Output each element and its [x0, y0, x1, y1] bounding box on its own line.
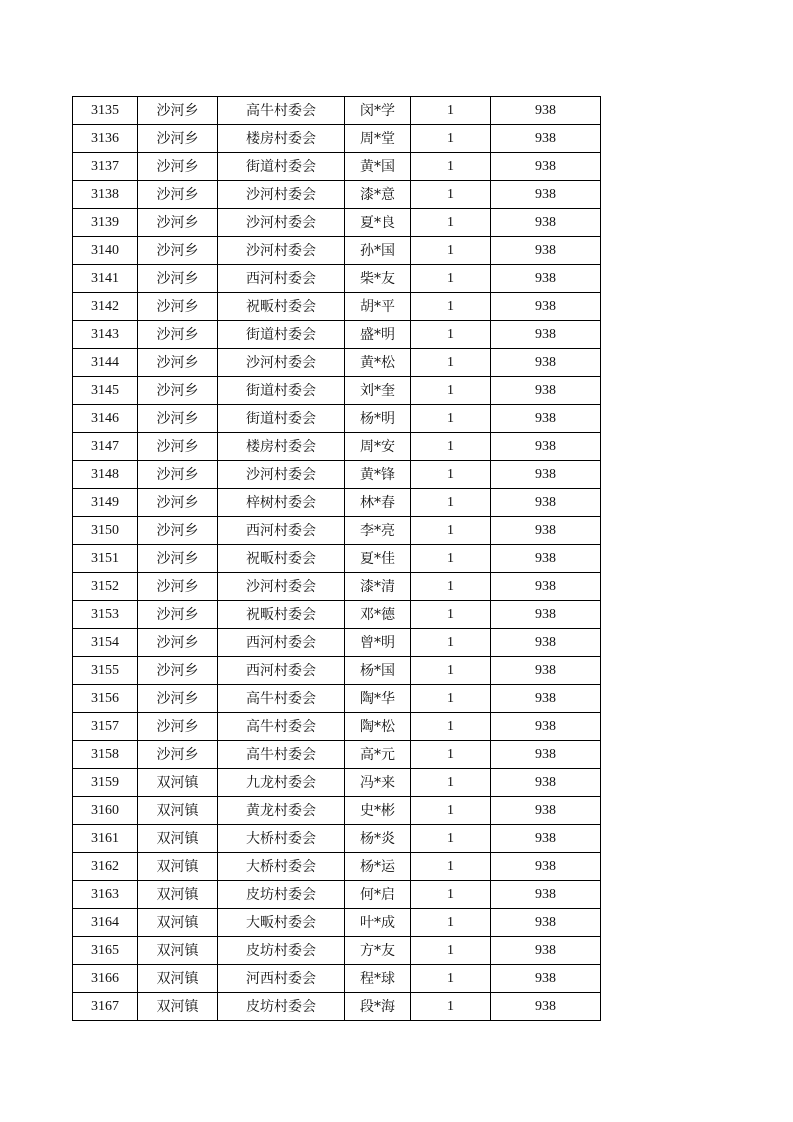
village-committee-cell: 街道村委会 — [218, 153, 345, 181]
count-cell: 1 — [411, 825, 491, 853]
row-number-cell: 3135 — [73, 97, 138, 125]
row-number-cell: 3158 — [73, 741, 138, 769]
row-number-cell: 3165 — [73, 937, 138, 965]
count-cell: 1 — [411, 97, 491, 125]
row-number-cell: 3151 — [73, 545, 138, 573]
name-cell: 方*友 — [345, 937, 411, 965]
count-cell: 1 — [411, 405, 491, 433]
row-number-cell: 3149 — [73, 489, 138, 517]
amount-cell: 938 — [491, 517, 601, 545]
name-cell: 冯*来 — [345, 769, 411, 797]
table-row — [73, 769, 601, 797]
amount-cell: 938 — [491, 993, 601, 1021]
row-number-cell: 3138 — [73, 181, 138, 209]
count-cell: 1 — [411, 545, 491, 573]
village-committee-cell: 沙河村委会 — [218, 237, 345, 265]
table-row — [73, 181, 601, 209]
village-committee-cell: 河西村委会 — [218, 965, 345, 993]
village-committee-cell: 沙河村委会 — [218, 349, 345, 377]
name-cell: 杨*炎 — [345, 825, 411, 853]
table-row — [73, 993, 601, 1021]
amount-cell: 938 — [491, 545, 601, 573]
name-cell: 黄*松 — [345, 349, 411, 377]
village-committee-cell: 大桥村委会 — [218, 853, 345, 881]
village-committee-cell: 九龙村委会 — [218, 769, 345, 797]
village-committee-cell: 大畈村委会 — [218, 909, 345, 937]
township-cell: 沙河乡 — [138, 685, 218, 713]
table-row — [73, 125, 601, 153]
name-cell: 邓*德 — [345, 601, 411, 629]
table-row — [73, 97, 601, 125]
row-number-cell: 3143 — [73, 321, 138, 349]
count-cell: 1 — [411, 433, 491, 461]
township-cell: 沙河乡 — [138, 517, 218, 545]
table-row — [73, 321, 601, 349]
village-committee-cell: 街道村委会 — [218, 405, 345, 433]
amount-cell: 938 — [491, 909, 601, 937]
table-row — [73, 797, 601, 825]
table-row — [73, 937, 601, 965]
name-cell: 漆*意 — [345, 181, 411, 209]
village-committee-cell: 街道村委会 — [218, 321, 345, 349]
table-row — [73, 853, 601, 881]
name-cell: 高*元 — [345, 741, 411, 769]
amount-cell: 938 — [491, 125, 601, 153]
township-cell: 沙河乡 — [138, 713, 218, 741]
table-row — [73, 657, 601, 685]
township-cell: 双河镇 — [138, 853, 218, 881]
village-committee-cell: 西河村委会 — [218, 265, 345, 293]
count-cell: 1 — [411, 769, 491, 797]
table-row — [73, 237, 601, 265]
table-row — [73, 349, 601, 377]
name-cell: 刘*奎 — [345, 377, 411, 405]
records-table — [72, 96, 601, 1021]
table-row — [73, 517, 601, 545]
township-cell: 双河镇 — [138, 797, 218, 825]
count-cell: 1 — [411, 797, 491, 825]
township-cell: 沙河乡 — [138, 433, 218, 461]
records-table-body — [73, 97, 601, 1021]
name-cell: 何*启 — [345, 881, 411, 909]
table-row — [73, 825, 601, 853]
amount-cell: 938 — [491, 377, 601, 405]
name-cell: 夏*佳 — [345, 545, 411, 573]
count-cell: 1 — [411, 349, 491, 377]
township-cell: 沙河乡 — [138, 741, 218, 769]
village-committee-cell: 沙河村委会 — [218, 461, 345, 489]
township-cell: 沙河乡 — [138, 349, 218, 377]
count-cell: 1 — [411, 153, 491, 181]
amount-cell: 938 — [491, 181, 601, 209]
name-cell: 黄*国 — [345, 153, 411, 181]
table-row — [73, 433, 601, 461]
row-number-cell: 3161 — [73, 825, 138, 853]
amount-cell: 938 — [491, 853, 601, 881]
name-cell: 杨*运 — [345, 853, 411, 881]
count-cell: 1 — [411, 237, 491, 265]
count-cell: 1 — [411, 517, 491, 545]
count-cell: 1 — [411, 377, 491, 405]
row-number-cell: 3150 — [73, 517, 138, 545]
count-cell: 1 — [411, 601, 491, 629]
name-cell: 杨*明 — [345, 405, 411, 433]
amount-cell: 938 — [491, 97, 601, 125]
village-committee-cell: 高牛村委会 — [218, 741, 345, 769]
row-number-cell: 3164 — [73, 909, 138, 937]
village-committee-cell: 高牛村委会 — [218, 713, 345, 741]
row-number-cell: 3147 — [73, 433, 138, 461]
township-cell: 沙河乡 — [138, 601, 218, 629]
table-row — [73, 601, 601, 629]
count-cell: 1 — [411, 881, 491, 909]
village-committee-cell: 高牛村委会 — [218, 685, 345, 713]
amount-cell: 938 — [491, 573, 601, 601]
row-number-cell: 3148 — [73, 461, 138, 489]
township-cell: 沙河乡 — [138, 181, 218, 209]
table-row — [73, 685, 601, 713]
name-cell: 史*彬 — [345, 797, 411, 825]
table-row — [73, 489, 601, 517]
township-cell: 双河镇 — [138, 965, 218, 993]
village-committee-cell: 祝畈村委会 — [218, 601, 345, 629]
amount-cell: 938 — [491, 825, 601, 853]
township-cell: 双河镇 — [138, 993, 218, 1021]
village-committee-cell: 街道村委会 — [218, 377, 345, 405]
village-committee-cell: 楼房村委会 — [218, 125, 345, 153]
table-row — [73, 209, 601, 237]
name-cell: 陶*松 — [345, 713, 411, 741]
table-row — [73, 377, 601, 405]
amount-cell: 938 — [491, 657, 601, 685]
township-cell: 沙河乡 — [138, 209, 218, 237]
village-committee-cell: 大桥村委会 — [218, 825, 345, 853]
amount-cell: 938 — [491, 965, 601, 993]
name-cell: 夏*良 — [345, 209, 411, 237]
count-cell: 1 — [411, 965, 491, 993]
count-cell: 1 — [411, 489, 491, 517]
row-number-cell: 3157 — [73, 713, 138, 741]
row-number-cell: 3162 — [73, 853, 138, 881]
amount-cell: 938 — [491, 321, 601, 349]
count-cell: 1 — [411, 853, 491, 881]
count-cell: 1 — [411, 125, 491, 153]
count-cell: 1 — [411, 321, 491, 349]
village-committee-cell: 西河村委会 — [218, 657, 345, 685]
village-committee-cell: 高牛村委会 — [218, 97, 345, 125]
village-committee-cell: 皮坊村委会 — [218, 993, 345, 1021]
amount-cell: 938 — [491, 685, 601, 713]
row-number-cell: 3144 — [73, 349, 138, 377]
count-cell: 1 — [411, 937, 491, 965]
village-committee-cell: 皮坊村委会 — [218, 937, 345, 965]
township-cell: 沙河乡 — [138, 629, 218, 657]
township-cell: 沙河乡 — [138, 293, 218, 321]
amount-cell: 938 — [491, 769, 601, 797]
name-cell: 杨*国 — [345, 657, 411, 685]
table-row — [73, 713, 601, 741]
amount-cell: 938 — [491, 601, 601, 629]
row-number-cell: 3167 — [73, 993, 138, 1021]
name-cell: 段*海 — [345, 993, 411, 1021]
village-committee-cell: 楼房村委会 — [218, 433, 345, 461]
count-cell: 1 — [411, 265, 491, 293]
table-row — [73, 909, 601, 937]
amount-cell: 938 — [491, 237, 601, 265]
table-row — [73, 461, 601, 489]
table-row — [73, 405, 601, 433]
name-cell: 周*堂 — [345, 125, 411, 153]
amount-cell: 938 — [491, 461, 601, 489]
township-cell: 沙河乡 — [138, 573, 218, 601]
count-cell: 1 — [411, 713, 491, 741]
amount-cell: 938 — [491, 713, 601, 741]
village-committee-cell: 西河村委会 — [218, 629, 345, 657]
table-row — [73, 629, 601, 657]
count-cell: 1 — [411, 629, 491, 657]
amount-cell: 938 — [491, 629, 601, 657]
name-cell: 闵*学 — [345, 97, 411, 125]
amount-cell: 938 — [491, 209, 601, 237]
amount-cell: 938 — [491, 405, 601, 433]
count-cell: 1 — [411, 461, 491, 489]
table-row — [73, 153, 601, 181]
village-committee-cell: 沙河村委会 — [218, 209, 345, 237]
township-cell: 双河镇 — [138, 769, 218, 797]
township-cell: 双河镇 — [138, 909, 218, 937]
township-cell: 沙河乡 — [138, 321, 218, 349]
village-committee-cell: 祝畈村委会 — [218, 293, 345, 321]
village-committee-cell: 祝畈村委会 — [218, 545, 345, 573]
table-row — [73, 881, 601, 909]
table-row — [73, 265, 601, 293]
row-number-cell: 3145 — [73, 377, 138, 405]
count-cell: 1 — [411, 993, 491, 1021]
row-number-cell: 3152 — [73, 573, 138, 601]
row-number-cell: 3163 — [73, 881, 138, 909]
township-cell: 双河镇 — [138, 881, 218, 909]
township-cell: 沙河乡 — [138, 545, 218, 573]
row-number-cell: 3155 — [73, 657, 138, 685]
village-committee-cell: 黄龙村委会 — [218, 797, 345, 825]
row-number-cell: 3141 — [73, 265, 138, 293]
name-cell: 柴*友 — [345, 265, 411, 293]
name-cell: 周*安 — [345, 433, 411, 461]
count-cell: 1 — [411, 209, 491, 237]
township-cell: 双河镇 — [138, 825, 218, 853]
township-cell: 沙河乡 — [138, 153, 218, 181]
row-number-cell: 3153 — [73, 601, 138, 629]
count-cell: 1 — [411, 293, 491, 321]
name-cell: 孙*国 — [345, 237, 411, 265]
township-cell: 沙河乡 — [138, 657, 218, 685]
amount-cell: 938 — [491, 881, 601, 909]
township-cell: 沙河乡 — [138, 97, 218, 125]
count-cell: 1 — [411, 573, 491, 601]
row-number-cell: 3160 — [73, 797, 138, 825]
count-cell: 1 — [411, 685, 491, 713]
amount-cell: 938 — [491, 489, 601, 517]
village-committee-cell: 沙河村委会 — [218, 181, 345, 209]
row-number-cell: 3139 — [73, 209, 138, 237]
township-cell: 沙河乡 — [138, 461, 218, 489]
row-number-cell: 3154 — [73, 629, 138, 657]
table-row — [73, 545, 601, 573]
township-cell: 沙河乡 — [138, 265, 218, 293]
amount-cell: 938 — [491, 797, 601, 825]
name-cell: 曾*明 — [345, 629, 411, 657]
table-row — [73, 293, 601, 321]
township-cell: 沙河乡 — [138, 125, 218, 153]
row-number-cell: 3137 — [73, 153, 138, 181]
village-committee-cell: 西河村委会 — [218, 517, 345, 545]
amount-cell: 938 — [491, 265, 601, 293]
name-cell: 叶*成 — [345, 909, 411, 937]
village-committee-cell: 梓树村委会 — [218, 489, 345, 517]
table-row — [73, 741, 601, 769]
row-number-cell: 3136 — [73, 125, 138, 153]
name-cell: 黄*锋 — [345, 461, 411, 489]
name-cell: 陶*华 — [345, 685, 411, 713]
amount-cell: 938 — [491, 293, 601, 321]
name-cell: 盛*明 — [345, 321, 411, 349]
village-committee-cell: 沙河村委会 — [218, 573, 345, 601]
township-cell: 双河镇 — [138, 937, 218, 965]
name-cell: 李*亮 — [345, 517, 411, 545]
count-cell: 1 — [411, 181, 491, 209]
village-committee-cell: 皮坊村委会 — [218, 881, 345, 909]
row-number-cell: 3166 — [73, 965, 138, 993]
name-cell: 程*球 — [345, 965, 411, 993]
row-number-cell: 3140 — [73, 237, 138, 265]
township-cell: 沙河乡 — [138, 489, 218, 517]
amount-cell: 938 — [491, 349, 601, 377]
count-cell: 1 — [411, 909, 491, 937]
table-row — [73, 965, 601, 993]
amount-cell: 938 — [491, 741, 601, 769]
row-number-cell: 3142 — [73, 293, 138, 321]
row-number-cell: 3159 — [73, 769, 138, 797]
row-number-cell: 3156 — [73, 685, 138, 713]
name-cell: 胡*平 — [345, 293, 411, 321]
township-cell: 沙河乡 — [138, 377, 218, 405]
count-cell: 1 — [411, 657, 491, 685]
name-cell: 漆*清 — [345, 573, 411, 601]
count-cell: 1 — [411, 741, 491, 769]
township-cell: 沙河乡 — [138, 237, 218, 265]
township-cell: 沙河乡 — [138, 405, 218, 433]
amount-cell: 938 — [491, 153, 601, 181]
row-number-cell: 3146 — [73, 405, 138, 433]
amount-cell: 938 — [491, 937, 601, 965]
table-row — [73, 573, 601, 601]
amount-cell: 938 — [491, 433, 601, 461]
name-cell: 林*春 — [345, 489, 411, 517]
